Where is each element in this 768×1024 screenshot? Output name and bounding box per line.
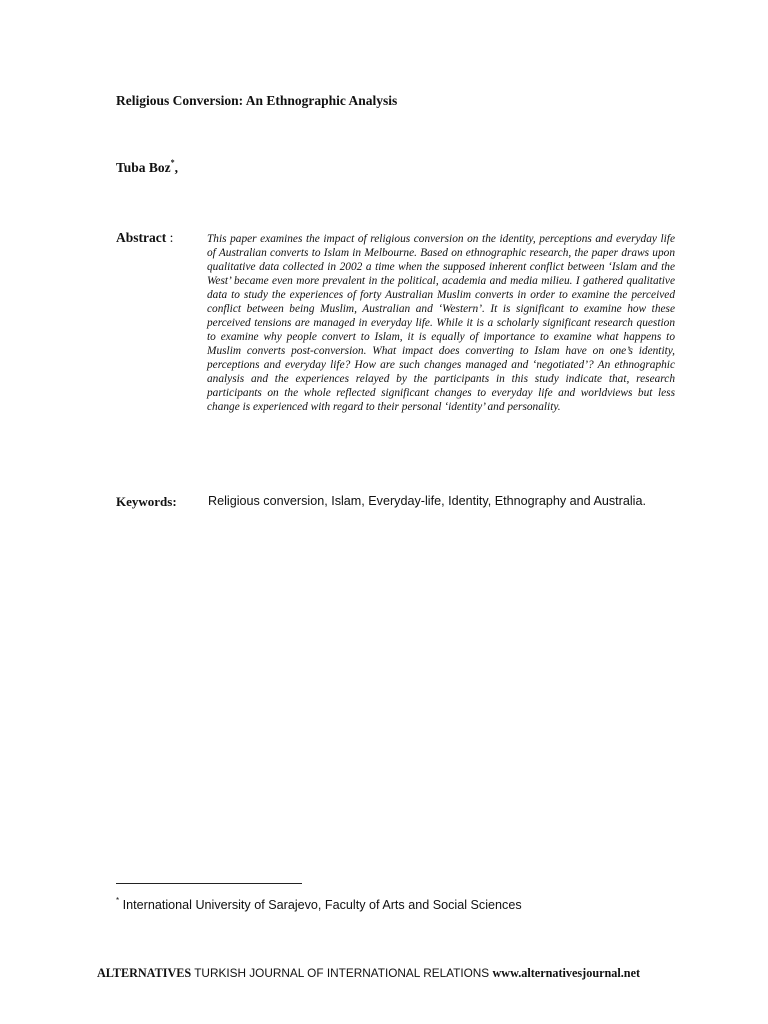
journal-url: www.alternativesjournal.net [492,966,641,980]
abstract-label-colon: : [169,230,174,245]
author-name: Tuba Boz [116,160,171,175]
footnote-divider [116,883,302,884]
footnote-mark: * [116,896,120,905]
abstract-label [116,230,173,246]
journal-name-bold: ALTERNATIVES [97,966,192,980]
journal-footer [97,966,640,981]
footnote [116,898,522,912]
footnote-text: International University of Sarajevo, Faculty of Arts and Social Sciences [122,898,522,912]
author-line [116,160,178,176]
abstract-label-text: Abstract [116,230,167,245]
keywords-list: Religious conversion, Islam, Everyday-life, Identity, Ethnography and Australia. [208,494,646,508]
abstract-body: This paper examines the impact of religious conversion on the identity, perceptions and everyday life of Australian converts to Islam in Melbourne. Based on ethnographic research, the paper draws upon qualitative data collected in 2002 a time when the supposed inherent conflict between ‘Islam and the West’ became even more prevalent in the political, academia and media milieu. I gathered qualitative data to study the experiences of forty Australian Muslim converts in order to examine the perceived conflict between being Muslim, Australian and ‘Western’. It is significant to examine how these perceived tensions are managed in everyday life. While it is a scholarly significant research question to examine why people convert to Islam, it is equally of importance to examine what happens to Muslim converts post-conversion. What impact does converting to Islam have on one’s identity, perceptions and everyday life? How are such changes managed and ‘negotiated’? An ethnographic analysis and the experiences relayed by the participants in this study indicate that, research participants on the whole reflected significant changes to everyday life and worldviews but less change is experienced with regard to their personal ‘identity’ and personality. [207,233,675,413]
journal-name-rest: TURKISH JOURNAL OF INTERNATIONAL RELATIONS [191,966,493,980]
author-footnote-mark: * [170,158,175,167]
paper-title: Religious Conversion: An Ethnographic Analysis [116,93,398,108]
keywords-label: Keywords: [116,494,177,509]
author-trailing-comma: , [174,160,179,175]
